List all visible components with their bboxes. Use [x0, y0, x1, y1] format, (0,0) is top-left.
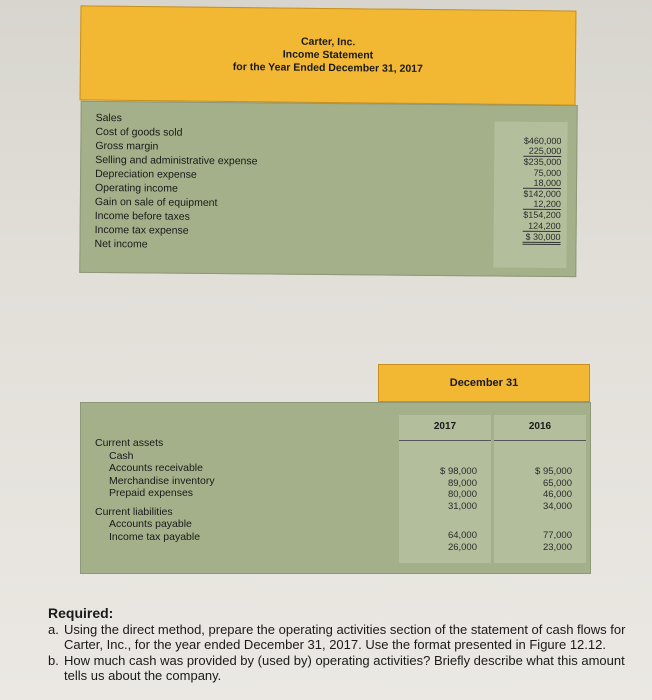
value-2016-inventory: 46,000	[542, 489, 572, 501]
value-2017-receivable: 89,000	[447, 477, 477, 489]
is-label-gross-margin: Gross margin	[95, 139, 159, 153]
value-2017-prepaid: 31,000	[447, 501, 477, 513]
value-2016-cash: $ 95,000	[535, 466, 572, 477]
values-2017	[440, 466, 477, 553]
is-value-sales: $460,000	[523, 135, 562, 147]
balance-sheet-labels	[95, 437, 215, 543]
is-value-selling-admin: 75,000	[533, 167, 562, 178]
value-2016-receivable: 65,000	[542, 477, 572, 489]
values-2016	[535, 466, 572, 553]
income-statement-values-column	[493, 121, 567, 268]
required-section	[48, 606, 638, 683]
required-item-b	[48, 653, 638, 683]
item-a-text: Using the direct method, prepare the operating activities section of the statement of cash flows for Carter, Inc., for the year ended December 31, 2017. Use the format presented in Figure 12.12.	[64, 622, 626, 652]
value-2017-inventory: 80,000	[447, 489, 477, 501]
column-2016	[494, 415, 586, 563]
label-income-tax-payable: Income tax payable	[109, 530, 201, 543]
value-2016-income-tax-payable: 23,000	[542, 541, 572, 553]
is-label-cogs: Cost of goods sold	[95, 125, 183, 139]
value-2016-accounts-payable: 77,000	[542, 529, 572, 541]
is-label-income-before-taxes: Income before taxes	[94, 209, 190, 223]
is-label-depreciation: Depreciation expense	[95, 167, 197, 181]
required-item-a	[48, 622, 638, 652]
is-label-income-tax-expense: Income tax expense	[94, 223, 189, 237]
required-title: Required:	[48, 605, 114, 621]
value-2016-prepaid: 34,000	[542, 501, 572, 513]
label-accounts-payable: Accounts payable	[109, 518, 192, 530]
current-assets-heading: Current assets	[95, 437, 164, 449]
is-value-depreciation: 18,000	[523, 178, 561, 190]
value-2017-accounts-payable: 64,000	[447, 529, 477, 541]
is-value-cogs: 225,000	[524, 146, 562, 158]
is-label-operating-income: Operating income	[94, 181, 178, 195]
balance-sheet-panel	[80, 402, 591, 574]
item-b-label: b.	[48, 653, 59, 668]
label-cash: Cash	[109, 449, 134, 462]
label-prepaid-expenses: Prepaid expenses	[109, 487, 194, 499]
income-statement-header	[80, 5, 577, 105]
is-value-net-income: $ 30,000	[523, 232, 561, 246]
column-rule-2017	[399, 440, 491, 441]
income-statement-labels	[94, 111, 257, 252]
label-merchandise-inventory: Merchandise inventory	[109, 474, 215, 487]
income-statement-panel	[79, 101, 577, 277]
is-label-gain-on-sale: Gain on sale of equipment	[94, 195, 218, 210]
is-value-gain-on-sale: 12,200	[523, 199, 561, 211]
is-value-operating-income: $142,000	[523, 188, 562, 200]
item-b-text: How much cash was provided by (used by) operating activities? Briefly describe what this amount tells us about the company.	[64, 653, 625, 683]
is-value-gross-margin: $235,000	[523, 157, 562, 168]
current-liabilities-heading: Current liabilities	[95, 505, 173, 518]
value-2017-income-tax-payable: 26,000	[447, 541, 477, 553]
statement-period: for the Year Ended December 31, 2017	[232, 61, 423, 75]
column-header-2017: 2017	[433, 421, 457, 432]
item-a-label: a.	[48, 622, 59, 637]
income-statement-values	[523, 136, 561, 245]
balance-date-header: December 31	[378, 364, 590, 402]
column-2017	[399, 415, 491, 563]
is-label-net-income: Net income	[94, 237, 148, 251]
company-name: Carter, Inc.	[300, 35, 356, 49]
column-rule-2016	[494, 440, 586, 441]
is-label-selling-admin: Selling and administrative expense	[95, 153, 258, 168]
label-accounts-receivable: Accounts receivable	[109, 462, 203, 474]
column-header-2016: 2016	[528, 421, 552, 432]
value-2017-cash: $ 98,000	[440, 466, 477, 477]
is-value-income-before-taxes: $154,200	[523, 210, 561, 221]
is-value-income-tax-expense: 124,200	[523, 220, 561, 232]
is-label-sales: Sales	[95, 111, 122, 125]
statement-title: Income Statement	[282, 48, 374, 62]
